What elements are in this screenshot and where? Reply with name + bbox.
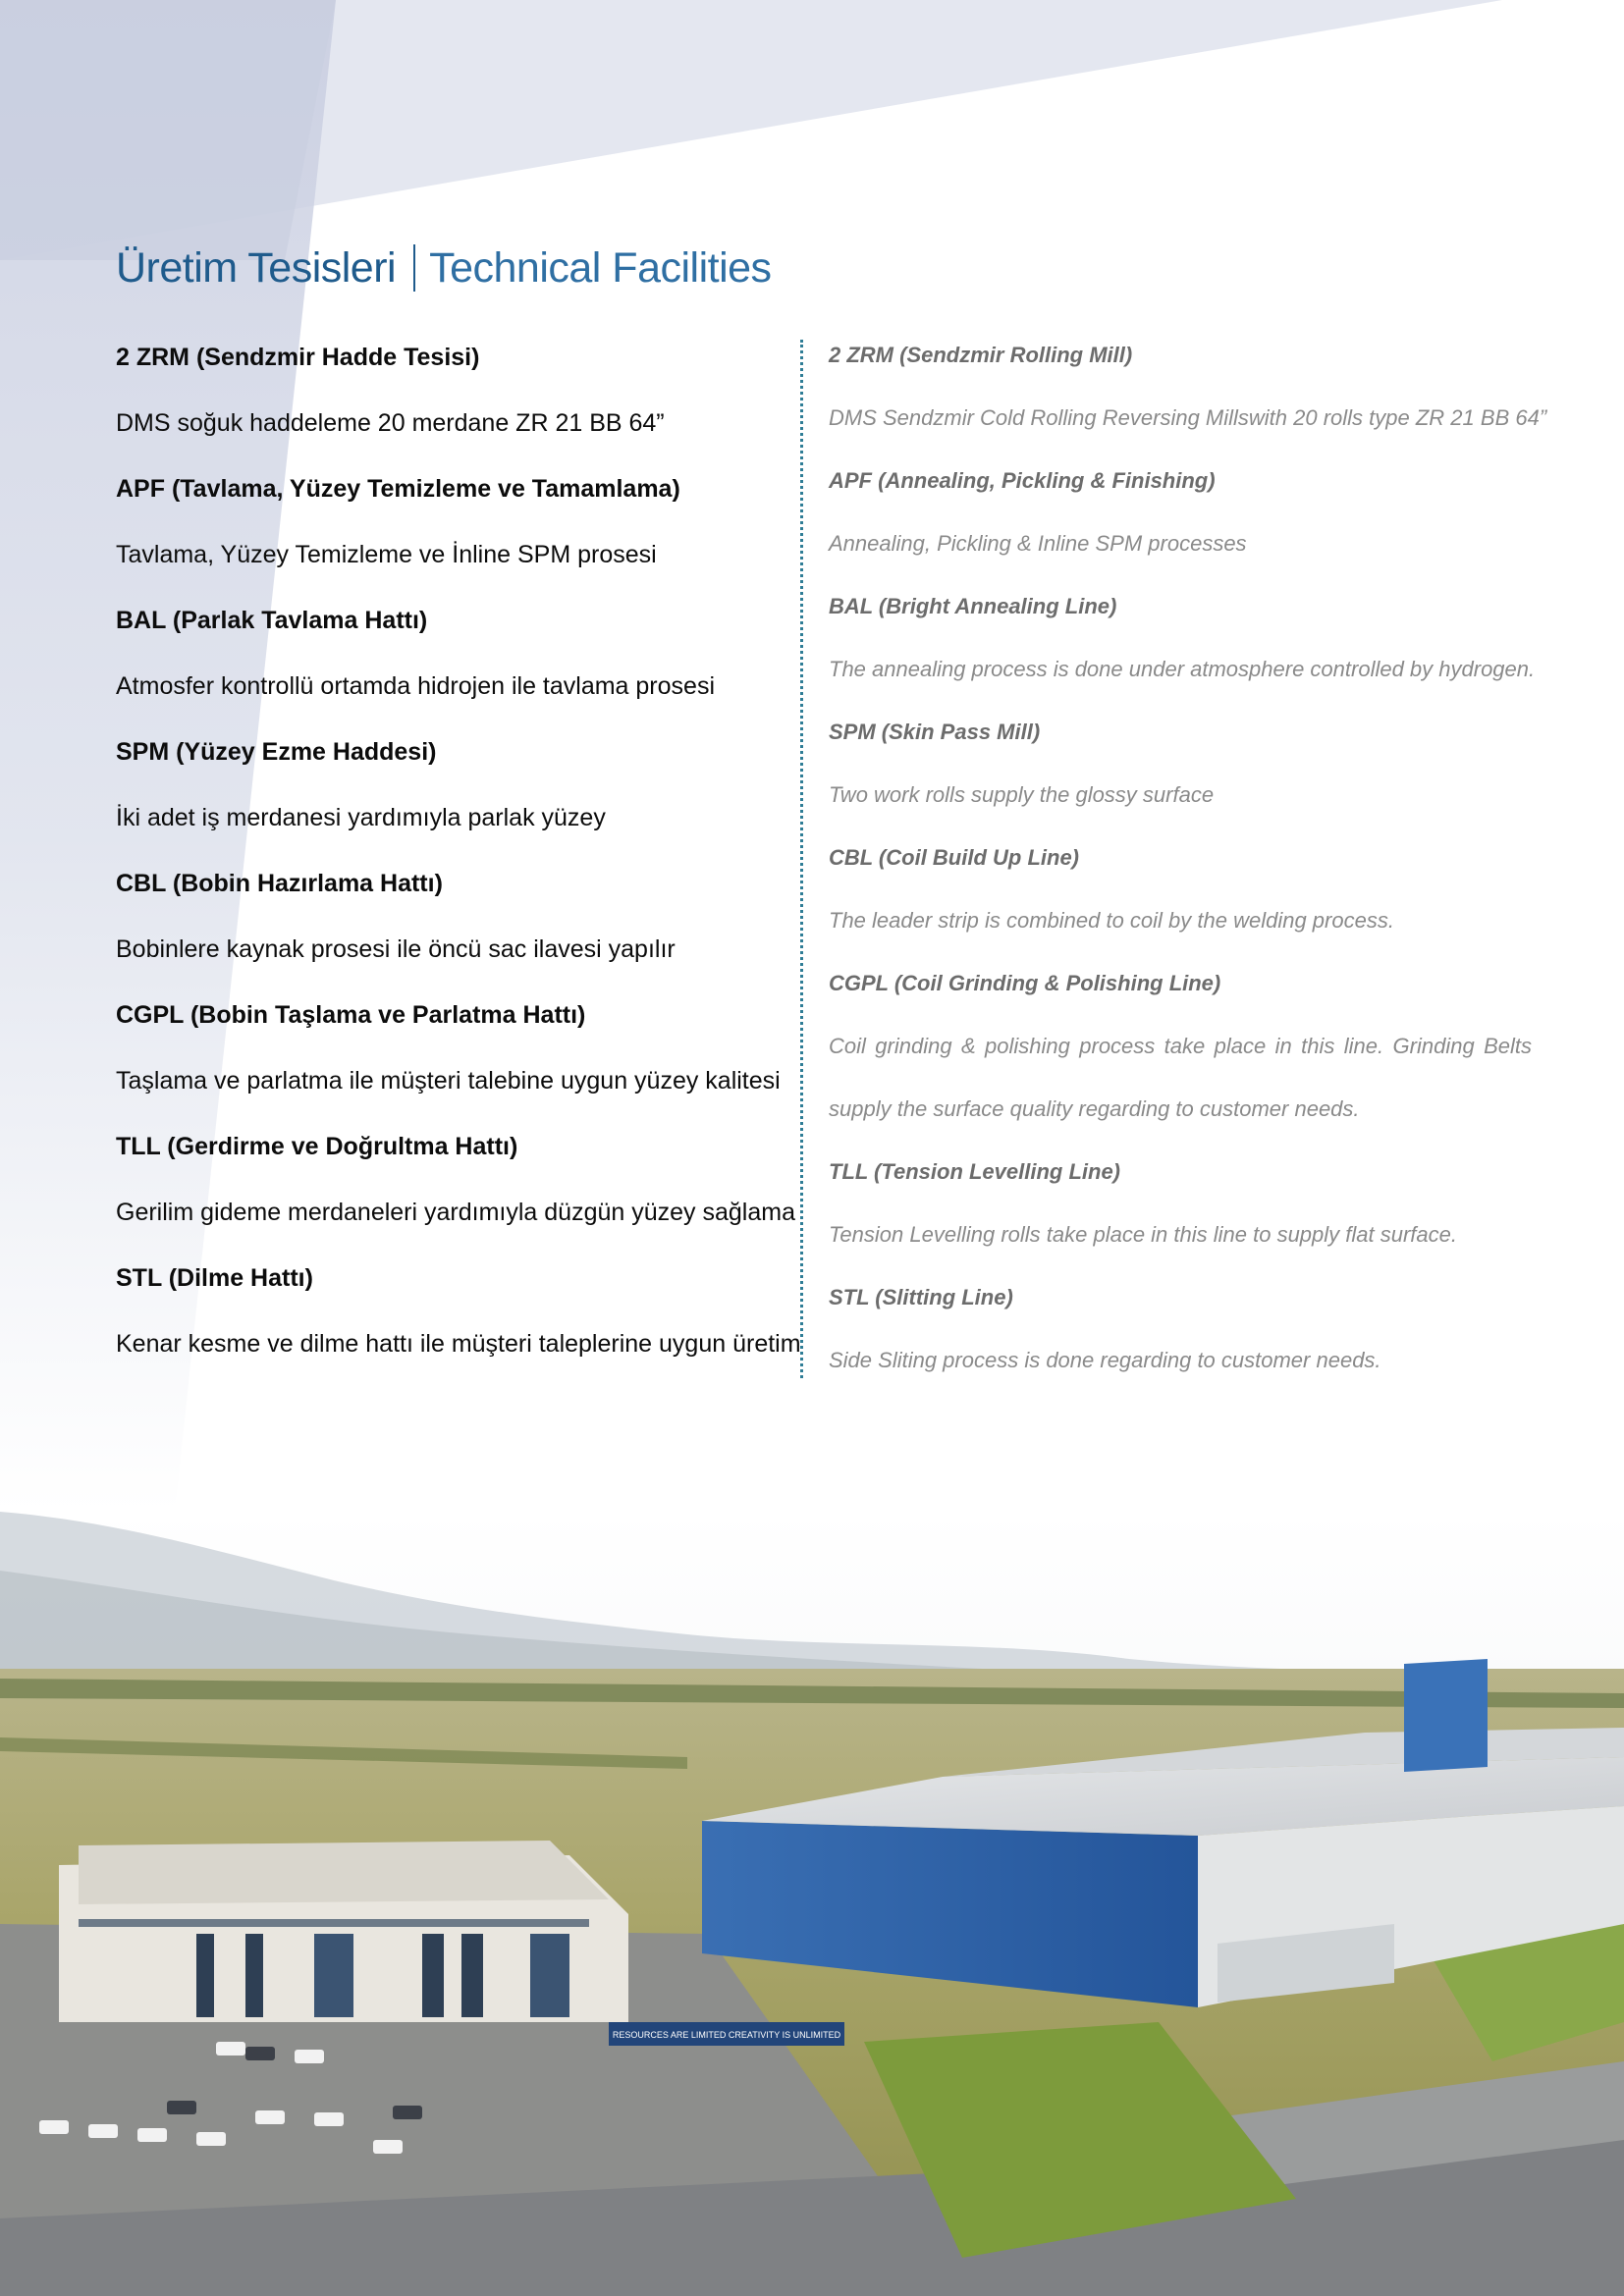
english-facility-description: DMS Sendzmir Cold Rolling Reversing Millswith 20 rolls type ZR 21 BB 64”	[829, 405, 1547, 430]
turkish-facility-heading: BAL (Parlak Tavlama Hattı)	[116, 607, 428, 634]
english-facility-description: The annealing process is done under atmosphere controlled by hydrogen.	[829, 657, 1536, 681]
title-separator	[413, 244, 415, 292]
turkish-facility-description: İki adet iş merdanesi yardımıyla parlak yüzey	[116, 804, 606, 831]
banner-text: RESOURCES ARE LIMITED CREATIVITY IS UNLIMITED	[612, 2030, 841, 2040]
english-facility-heading: 2 ZRM (Sendzmir Rolling Mill)	[829, 343, 1133, 367]
english-facility-heading: TLL (Tension Levelling Line)	[829, 1159, 1121, 1184]
english-facility-heading: CGPL (Coil Grinding & Polishing Line)	[829, 971, 1221, 995]
english-facility-description: supply the surface quality regarding to customer needs.	[829, 1096, 1360, 1121]
turkish-facility-description: Tavlama, Yüzey Temizleme ve İnline SPM prosesi	[116, 541, 657, 568]
turkish-facility-heading: TLL (Gerdirme ve Doğrultma Hattı)	[116, 1133, 518, 1160]
turkish-facility-heading: STL (Dilme Hattı)	[116, 1264, 313, 1292]
turkish-facility-description: Taşlama ve parlatma ile müşteri talebine uygun yüzey kalitesi	[116, 1067, 781, 1095]
english-facility-description: Side Sliting process is done regarding to customer needs.	[829, 1348, 1381, 1372]
english-column	[829, 332, 1547, 1400]
turkish-facility-description: Kenar kesme ve dilme hattı ile müşteri taleplerine uygun üretim	[116, 1330, 801, 1358]
english-facility-description: Coil grinding & polishing process take place in this line. Grinding Belts	[829, 1034, 1532, 1058]
turkish-facility-heading: SPM (Yüzey Ezme Haddesi)	[116, 738, 437, 766]
english-facility-heading: SPM (Skin Pass Mill)	[829, 720, 1041, 744]
turkish-facility-description: Gerilim gideme merdaneleri yardımıyla düzgün yüzey sağlama	[116, 1199, 795, 1226]
english-facility-description: Tension Levelling rolls take place in this line to supply flat surface.	[829, 1222, 1457, 1247]
turkish-facility-heading: 2 ZRM (Sendzmir Hadde Tesisi)	[116, 344, 480, 371]
turkish-facility-heading: CGPL (Bobin Taşlama ve Parlatma Hattı)	[116, 1001, 586, 1029]
english-facility-heading: BAL (Bright Annealing Line)	[829, 594, 1117, 618]
english-facility-heading: APF (Annealing, Pickling & Finishing)	[829, 468, 1216, 493]
turkish-facility-heading: CBL (Bobin Hazırlama Hattı)	[116, 870, 443, 897]
factory-aerial-photo	[0, 1512, 1624, 2296]
turkish-column	[116, 332, 801, 1384]
turkish-facility-description: Atmosfer kontrollü ortamda hidrojen ile tavlama prosesi	[116, 672, 715, 700]
page-title	[116, 239, 772, 297]
title-turkish: Üretim Tesisleri	[116, 244, 397, 292]
title-english: Technical Facilities	[429, 244, 772, 292]
english-facility-description: Annealing, Pickling & Inline SPM processes	[829, 531, 1247, 556]
turkish-facility-description: Bobinlere kaynak prosesi ile öncü sac ilavesi yapılır	[116, 935, 676, 963]
column-divider	[800, 340, 803, 1378]
english-facility-heading: CBL (Coil Build Up Line)	[829, 845, 1080, 870]
english-facility-heading: STL (Slitting Line)	[829, 1285, 1013, 1309]
english-facility-description: The leader strip is combined to coil by the welding process.	[829, 908, 1394, 933]
turkish-facility-description: DMS soğuk haddeleme 20 merdane ZR 21 BB 64”	[116, 409, 665, 437]
turkish-facility-heading: APF (Tavlama, Yüzey Temizleme ve Tamamlama)	[116, 475, 680, 503]
english-facility-description: Two work rolls supply the glossy surface	[829, 782, 1215, 807]
